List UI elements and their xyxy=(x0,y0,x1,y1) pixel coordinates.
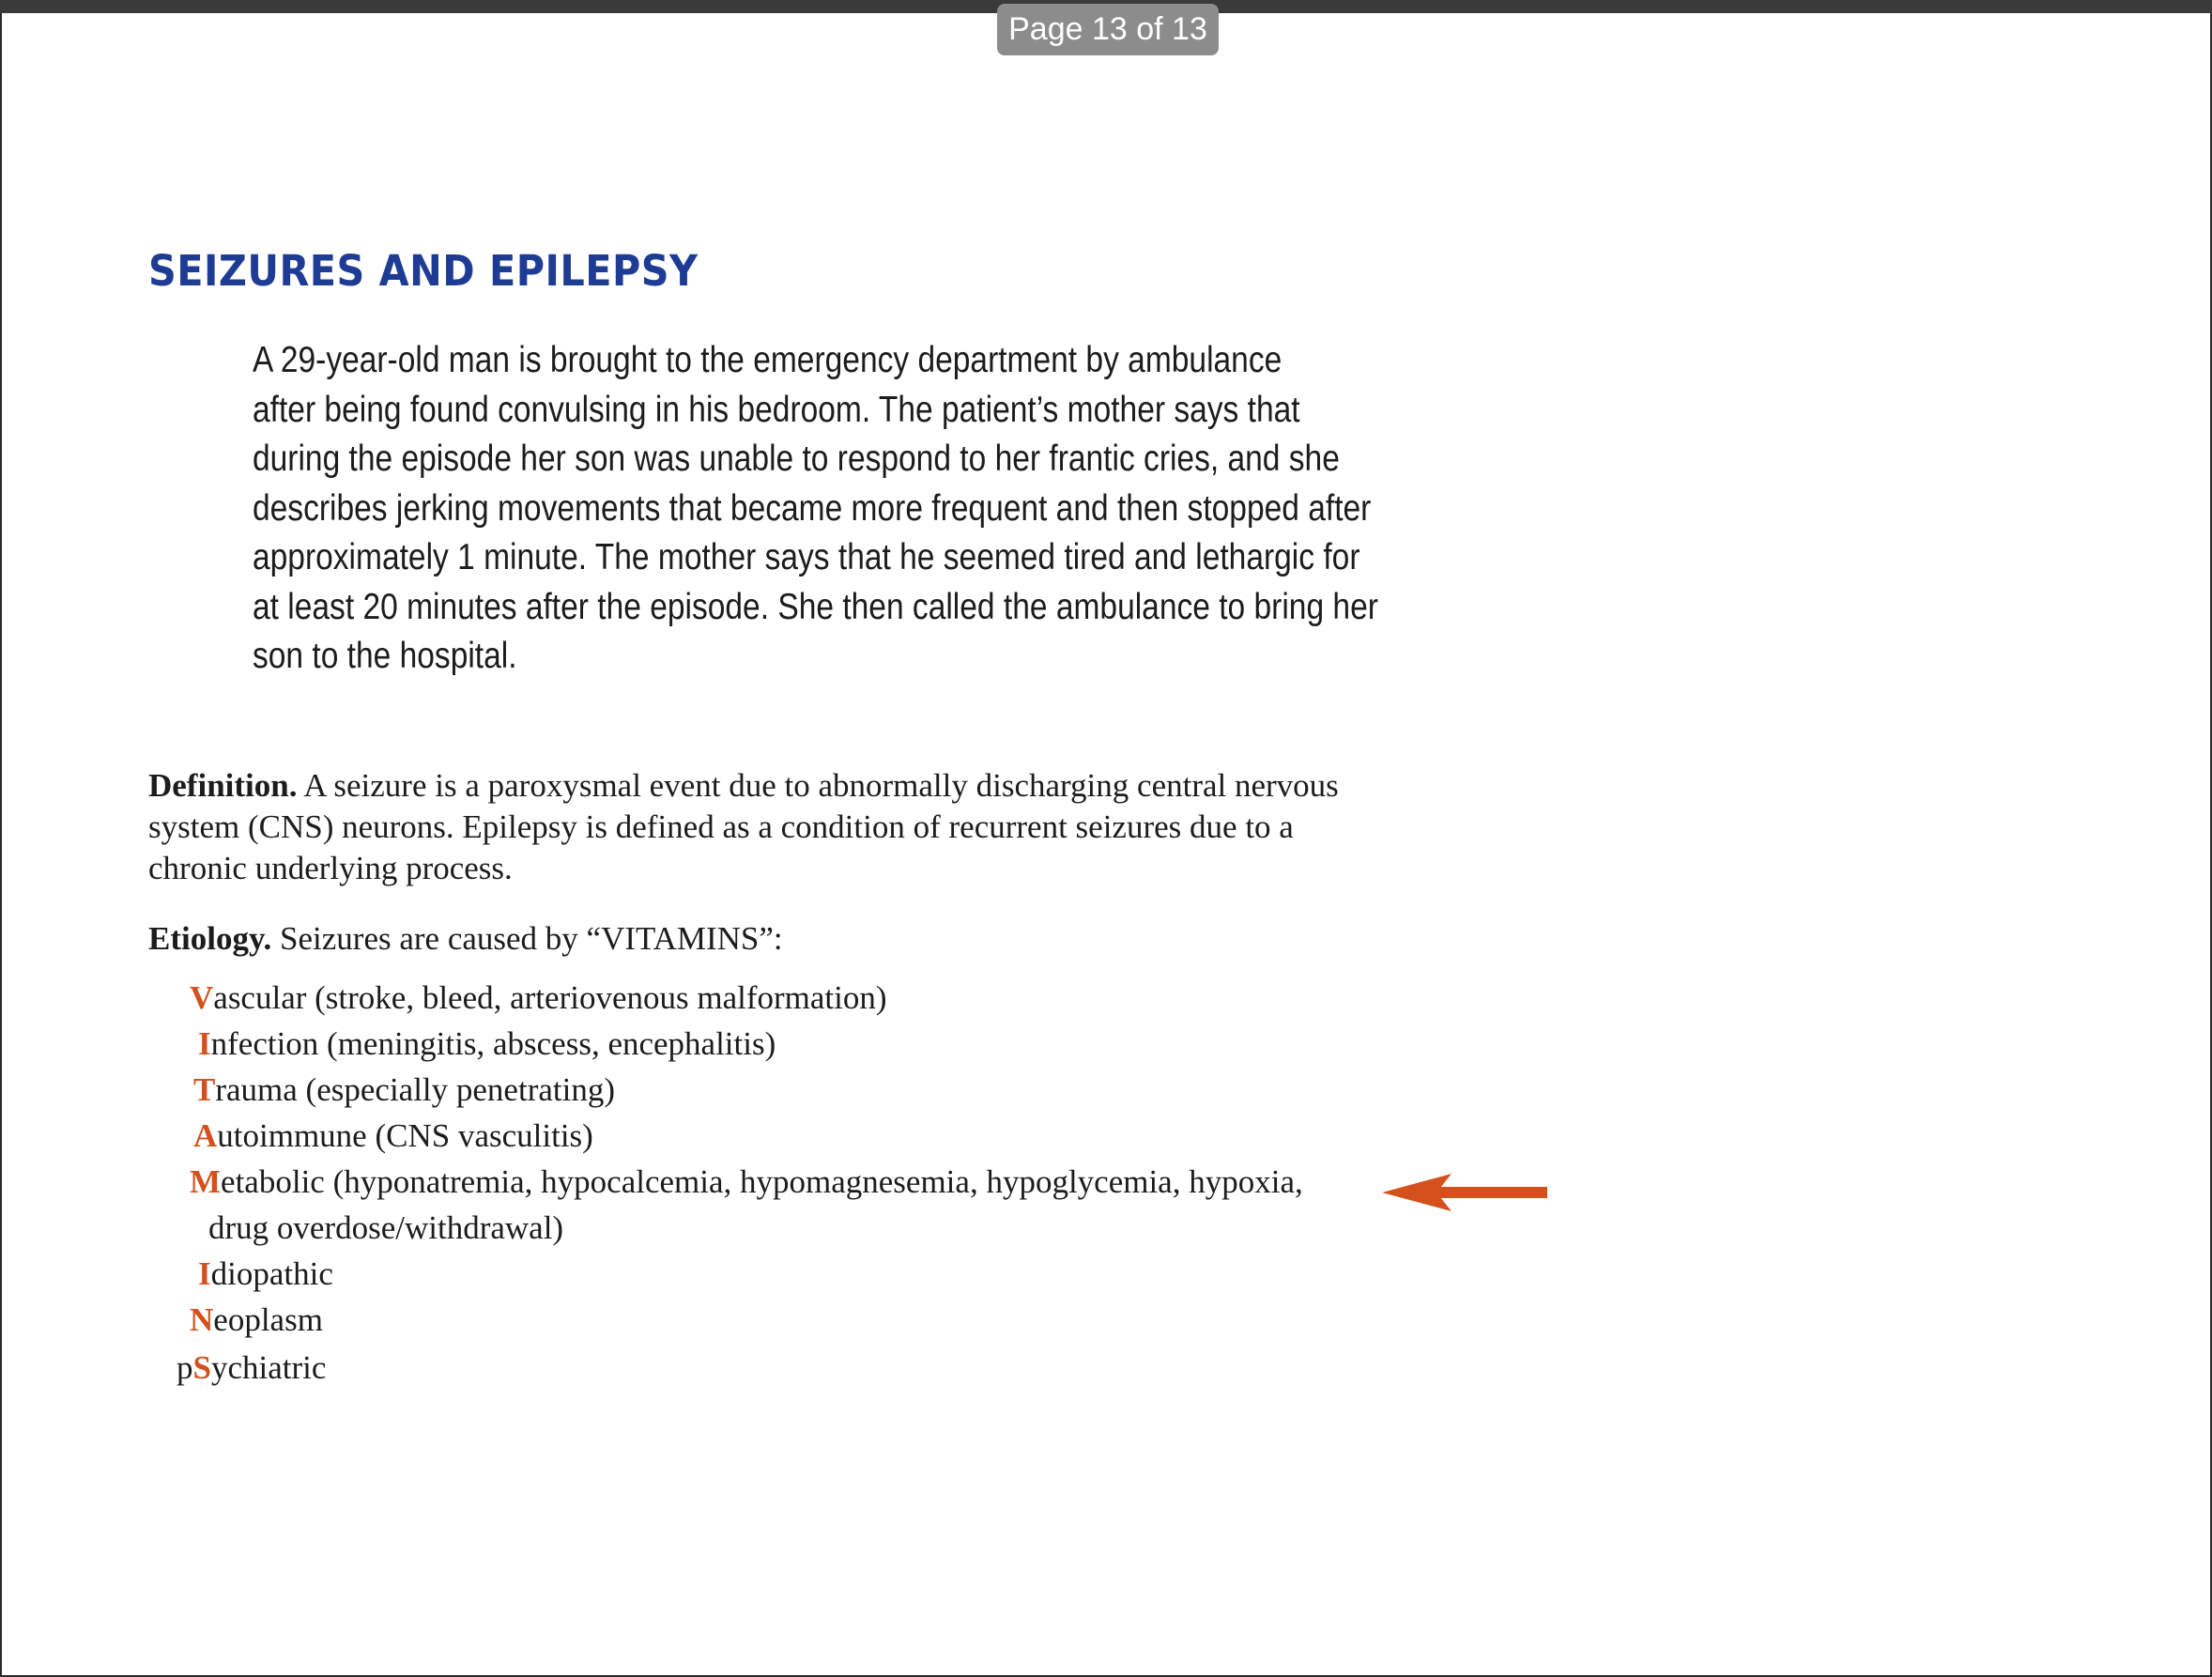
mnemonic-item-infection xyxy=(198,1021,776,1067)
page-indicator: Page 13 of 13 xyxy=(997,4,1219,55)
mnemonic-item-vascular xyxy=(190,975,887,1021)
case-line: after being found convulsing in his bedroom. The patient’s mother says that xyxy=(253,389,1300,430)
definition-term: Definition. xyxy=(148,767,298,804)
etiology-text: Seizures are caused by “VITAMINS”: xyxy=(271,920,783,957)
arrow-shaft xyxy=(1435,1187,1547,1198)
section-heading: SEIZURES AND EPILEPSY xyxy=(148,246,699,296)
mnemonic-text: drug overdose/withdrawal) xyxy=(208,1209,564,1246)
clinical-case-text xyxy=(253,336,1436,682)
mnemonic-text: utoimmune (CNS vasculitis) xyxy=(217,1117,593,1154)
mnemonic-item-neoplasm xyxy=(190,1297,323,1343)
mnemonic-letter: A xyxy=(193,1117,218,1154)
mnemonic-letter: V xyxy=(190,979,214,1016)
definition-text: A seizure is a paroxysmal event due to abnormally discharging central nervous xyxy=(297,767,1339,804)
mnemonic-item-metabolic-continued xyxy=(208,1205,563,1251)
case-line: approximately 1 minute. The mother says that he seemed tired and lethargic for xyxy=(253,537,1360,577)
definition-line-3: chronic underlying process. xyxy=(148,850,513,886)
mnemonic-letter: I xyxy=(198,1255,211,1292)
mnemonic-item-autoimmune xyxy=(193,1113,593,1159)
mnemonic-text: ychiatric xyxy=(210,1349,327,1386)
mnemonic-item-trauma xyxy=(193,1067,615,1113)
mnemonic-letter: T xyxy=(193,1071,216,1108)
definition-line-2: system (CNS) neurons. Epilepsy is defined as a condition of recurrent seizures due to a xyxy=(148,808,1294,845)
mnemonic-item-metabolic xyxy=(190,1159,1303,1205)
case-line: describes jerking movements that became more frequent and then stopped after xyxy=(253,487,1372,529)
mnemonic-text: diopathic xyxy=(210,1255,333,1292)
mnemonic-letter: N xyxy=(190,1301,214,1338)
mnemonic-text: ascular (stroke, bleed, arteriovenous malformation) xyxy=(213,979,887,1016)
mnemonic-item-psychiatric xyxy=(177,1345,326,1391)
case-line: A 29-year-old man is brought to the emergency department by ambulance xyxy=(253,340,1283,380)
mnemonic-text: nfection (meningitis, abscess, encephalitis) xyxy=(210,1025,776,1062)
mnemonic-text: eoplasm xyxy=(213,1301,323,1338)
definition-paragraph xyxy=(148,765,1463,889)
case-line: son to the hospital. xyxy=(253,636,517,676)
mnemonic-item-idiopathic xyxy=(198,1251,333,1297)
mnemonic-prefix: p xyxy=(177,1349,193,1386)
mnemonic-letter: S xyxy=(192,1349,211,1386)
definition-line-1 xyxy=(148,765,1463,807)
mnemonic-text: rauma (especially penetrating) xyxy=(215,1071,615,1108)
mnemonic-text: etabolic (hyponatremia, hypocalcemia, hypomagnesemia, hypoglycemia, hypoxia, xyxy=(221,1163,1303,1200)
case-line: at least 20 minutes after the episode. She then called the ambulance to bring her xyxy=(253,586,1378,627)
etiology-intro xyxy=(148,920,783,958)
annotation-arrow-icon xyxy=(1382,1170,1547,1215)
etiology-term: Etiology. xyxy=(148,920,272,957)
mnemonic-letter: M xyxy=(190,1163,222,1200)
case-line: during the episode her son was unable to respond to her frantic cries, and she xyxy=(253,438,1340,479)
mnemonic-letter: I xyxy=(198,1025,211,1062)
